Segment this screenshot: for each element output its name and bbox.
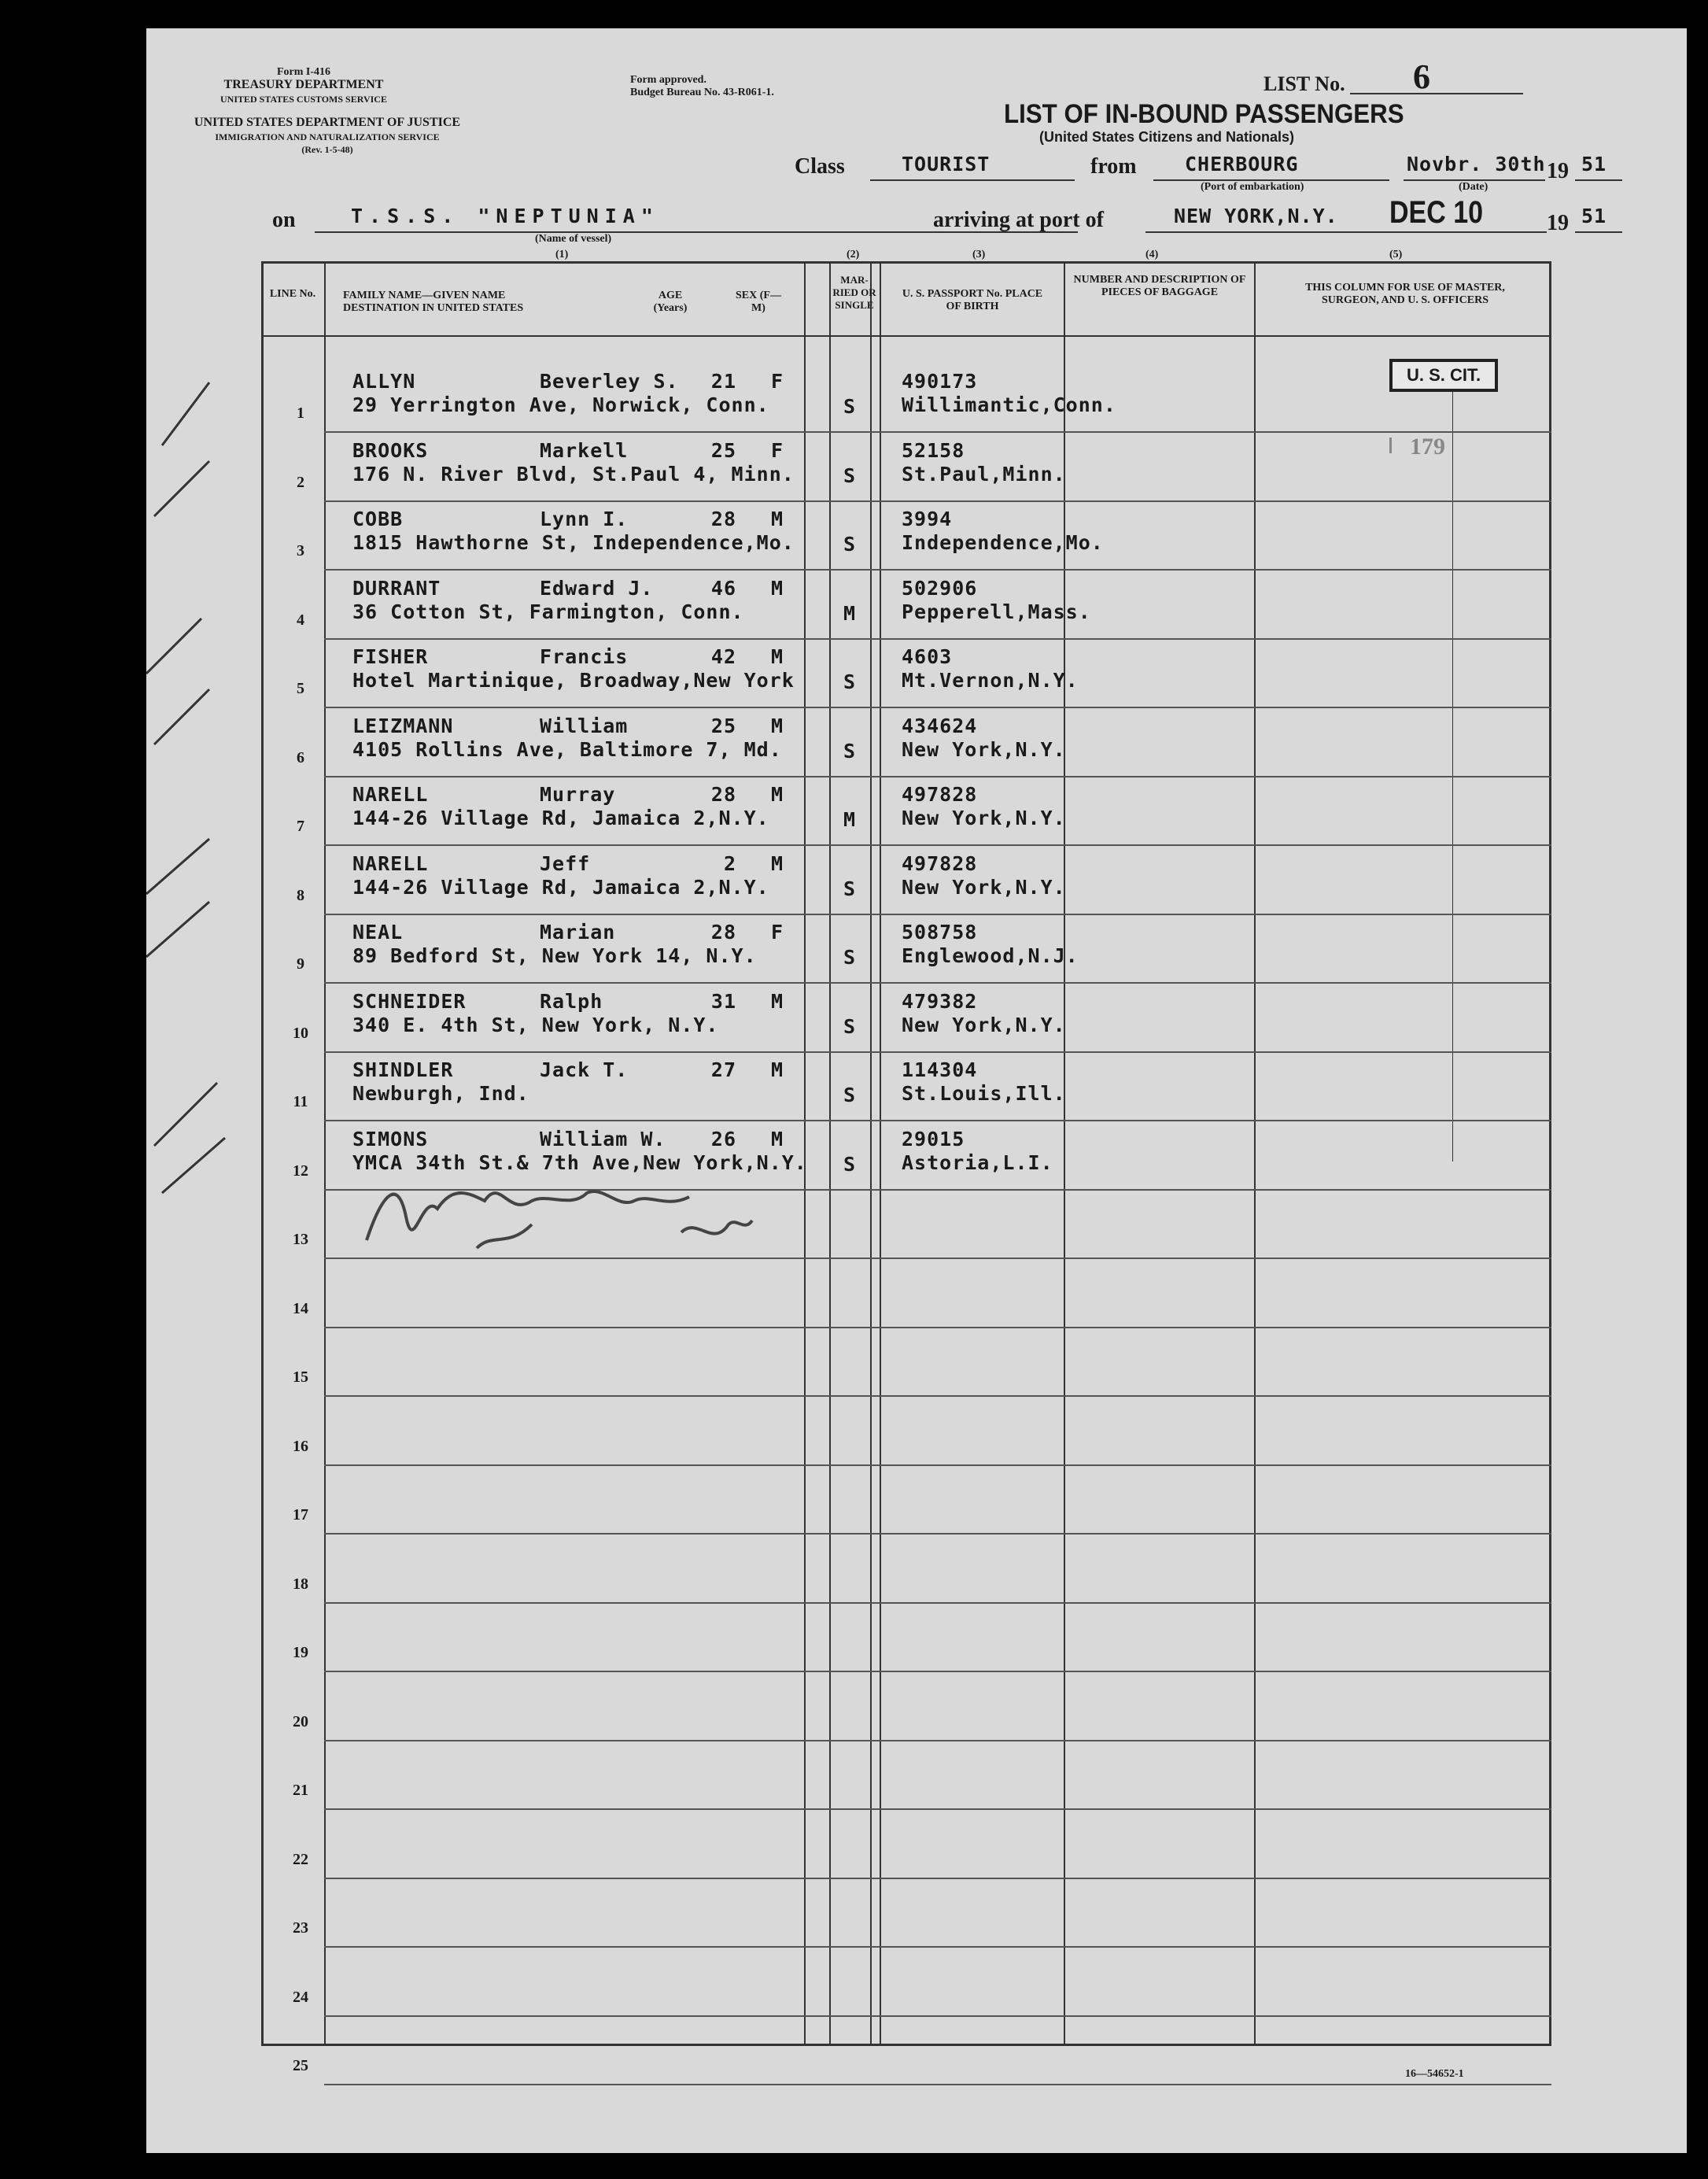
line-number: 20 — [293, 1712, 308, 1730]
place-of-birth: Independence,Mo. — [902, 531, 1104, 554]
row-rule — [324, 1878, 1551, 1879]
footer-code: 16—54652-1 — [1405, 2068, 1464, 2080]
destination: Hotel Martinique, Broadway,New York — [352, 669, 795, 692]
given-name: William — [540, 714, 629, 737]
destination: 89 Bedford St, New York 14, N.Y. — [352, 944, 757, 967]
header-destination: DESTINATION IN UNITED STATES — [343, 302, 524, 314]
line-number: 1 — [297, 404, 304, 422]
col-number-4: (4) — [1145, 249, 1159, 260]
destination: Newburgh, Ind. — [352, 1082, 529, 1105]
list-number: 6 — [1413, 57, 1430, 96]
sex: M — [771, 714, 784, 737]
passport-number: 4603 — [902, 645, 953, 668]
arrival-year-field — [1575, 205, 1622, 233]
sex: M — [771, 1058, 784, 1081]
given-name: Beverley S. — [540, 370, 679, 393]
marital-status: S — [843, 1152, 857, 1176]
from-label: from — [1090, 154, 1137, 179]
col-number-3: (3) — [972, 249, 986, 260]
place-of-birth: Astoria,L.I. — [902, 1150, 1053, 1174]
line-number: 19 — [293, 1644, 308, 1661]
age: 31 — [710, 989, 736, 1013]
header-name: FAMILY NAME—GIVEN NAME — [343, 290, 506, 301]
marital-status: S — [843, 877, 857, 900]
col-divider — [880, 261, 881, 2046]
line-number: 12 — [293, 1162, 308, 1180]
col-number-5: (5) — [1389, 249, 1403, 260]
form-number: Form I-416 — [276, 66, 331, 78]
port-embark-caption: (Port of embarkation) — [1201, 181, 1304, 193]
destination: 1815 Hawthorne St, Independence,Mo. — [352, 531, 795, 554]
family-name: NEAL — [352, 921, 404, 944]
line-number: 15 — [293, 1368, 308, 1386]
row-rule — [324, 500, 1551, 502]
row-rule — [324, 1602, 1551, 1604]
family-name: COBB — [352, 508, 404, 530]
line-number: 13 — [293, 1231, 308, 1248]
line-number: 14 — [293, 1299, 308, 1317]
passport-number: 497828 — [902, 783, 978, 806]
age: 28 — [710, 783, 736, 806]
line-number: 25 — [293, 2057, 308, 2074]
family-name: DURRANT — [352, 576, 441, 600]
destination: 144-26 Village Rd, Jamaica 2,N.Y. — [352, 807, 769, 829]
marital-status: S — [843, 395, 857, 418]
given-name: William W. — [540, 1127, 666, 1150]
given-name: Marian — [540, 921, 616, 944]
arrival-year-value: 51 — [1581, 205, 1607, 227]
vessel-caption: (Name of vessel) — [535, 233, 612, 245]
customs-service: UNITED STATES CUSTOMS SERVICE — [220, 94, 387, 105]
line-number: 8 — [297, 886, 304, 904]
age: 46 — [710, 576, 736, 600]
given-name: Francis — [540, 645, 629, 668]
marital-status: S — [843, 739, 857, 763]
vessel-value: T.S.S. "NEPTUNIA" — [351, 205, 659, 227]
passport-number: 3994 — [902, 508, 953, 530]
line-number: 22 — [293, 1850, 308, 1868]
on-label: on — [272, 208, 296, 232]
age: 26 — [710, 1127, 736, 1150]
passport-number: 508758 — [902, 921, 978, 944]
row-rule — [324, 914, 1551, 915]
header-age: AGE (Years) — [653, 290, 688, 314]
page-subtitle: (United States Citizens and Nationals) — [1039, 129, 1295, 145]
given-name: Lynn I. — [540, 508, 629, 530]
passport-number: 29015 — [902, 1127, 965, 1150]
line-number: 7 — [297, 818, 304, 835]
marital-status: S — [843, 1084, 857, 1106]
sex: F — [771, 438, 784, 462]
row-rule — [324, 569, 1551, 571]
place-of-birth: New York,N.Y. — [902, 807, 1066, 829]
row-rule — [324, 2084, 1551, 2085]
row-rule — [324, 1671, 1551, 1672]
given-name: Jack T. — [540, 1058, 629, 1081]
row-rule — [324, 1395, 1551, 1397]
line-number: 21 — [293, 1782, 308, 1799]
given-name: Edward J. — [540, 576, 654, 600]
sex: M — [771, 989, 784, 1013]
marital-status: M — [843, 601, 857, 625]
date-field — [1404, 153, 1545, 181]
family-name: NARELL — [352, 851, 429, 875]
row-rule — [324, 1120, 1551, 1121]
ins-service: IMMIGRATION AND NATURALIZATION SERVICE — [215, 131, 440, 142]
sex: F — [771, 370, 784, 393]
line-number: 9 — [297, 955, 304, 973]
place-of-birth: Englewood,N.J. — [902, 944, 1079, 967]
age: 42 — [710, 645, 736, 668]
passport-number: 434624 — [902, 714, 978, 737]
destination: 36 Cotton St, Farmington, Conn. — [352, 600, 744, 623]
class-field — [870, 153, 1075, 181]
marital-status: S — [843, 1014, 857, 1038]
col-divider — [1254, 261, 1256, 2046]
destination: YMCA 34th St.& 7th Ave,New York,N.Y. — [352, 1150, 807, 1174]
family-name: LEIZMANN — [352, 714, 454, 737]
port-embark-value: CHERBOURG — [1185, 153, 1299, 175]
sex: M — [771, 576, 784, 600]
row-rule — [324, 638, 1551, 640]
line-number: 3 — [297, 542, 304, 560]
header-married: MAR-RIED OR SINGLE — [832, 274, 876, 311]
list-label: LIST No. — [1263, 72, 1345, 95]
passport-number: 497828 — [902, 851, 978, 875]
line-number: 17 — [293, 1506, 308, 1523]
col-divider — [870, 261, 872, 2046]
line-number: 2 — [297, 473, 304, 491]
line-number: 18 — [293, 1575, 308, 1593]
place-of-birth: Mt.Vernon,N.Y. — [902, 669, 1079, 692]
place-of-birth: St.Louis,Ill. — [902, 1082, 1066, 1105]
age: 21 — [710, 370, 736, 393]
family-name: ALLYN — [352, 370, 416, 393]
row-rule — [324, 776, 1551, 777]
row-rule — [324, 982, 1551, 984]
header-officers: THIS COLUMN FOR USE OF MASTER, SURGEON, AND U. S. OFFICERS — [1305, 282, 1505, 306]
age: 28 — [710, 921, 736, 944]
pencil-mark — [1389, 438, 1392, 453]
line-number: 4 — [297, 611, 304, 629]
family-name: FISHER — [352, 645, 429, 668]
col-number-2: (2) — [847, 249, 860, 260]
family-name: BROOKS — [352, 438, 429, 462]
marital-status: S — [843, 946, 857, 969]
col-divider — [829, 261, 831, 2046]
destination: 4105 Rollins Ave, Baltimore 7, Md. — [352, 737, 782, 761]
place-of-birth: New York,N.Y. — [902, 737, 1066, 761]
age: 25 — [710, 714, 736, 737]
tally-marks — [146, 359, 256, 1224]
place-of-birth: Willimantic,Conn. — [902, 393, 1116, 416]
place-of-birth: Pepperell,Mass. — [902, 600, 1091, 623]
marital-status: S — [843, 463, 857, 487]
age: 2 — [723, 851, 736, 875]
row-rule — [324, 1464, 1551, 1466]
number-179: 179 — [1410, 434, 1445, 460]
form-approved: Form approved. — [630, 74, 706, 86]
row-rule — [324, 707, 1551, 708]
row-rule — [324, 1740, 1551, 1741]
passport-number: 114304 — [902, 1058, 978, 1081]
marital-status: S — [843, 670, 857, 693]
given-name: Ralph — [540, 989, 603, 1013]
header-line-no: LINE No. — [269, 288, 316, 300]
officer-rule — [1452, 375, 1453, 1162]
line-number: 6 — [297, 748, 304, 766]
destination: 29 Yerrington Ave, Norwick, Conn. — [352, 393, 769, 416]
marital-status: S — [843, 533, 857, 556]
treasury-dept: TREASURY DEPARTMENT — [223, 78, 384, 91]
family-name: SHINDLER — [352, 1058, 454, 1081]
sex: M — [771, 645, 784, 668]
age: 27 — [710, 1058, 736, 1081]
year-prefix: 19 — [1547, 159, 1569, 183]
given-name: Murray — [540, 783, 616, 806]
arriving-label: arriving at port of — [933, 208, 1104, 232]
destination: 340 E. 4th St, New York, N.Y. — [352, 1013, 719, 1036]
year-prefix-2: 19 — [1547, 211, 1569, 235]
row-rule — [324, 1808, 1551, 1810]
line-number: 24 — [293, 1988, 308, 2006]
line-number: 23 — [293, 1919, 308, 1937]
header-divider — [261, 335, 1551, 337]
passport-number: 52158 — [902, 438, 965, 462]
row-rule — [324, 1533, 1551, 1535]
sex: M — [771, 1127, 784, 1150]
place-of-birth: New York,N.Y. — [902, 1013, 1066, 1036]
passport-number: 490173 — [902, 370, 978, 393]
port-embark-field — [1153, 153, 1389, 181]
page-title: LIST OF IN-BOUND PASSENGERS — [1004, 99, 1404, 129]
passport-number: 502906 — [902, 576, 978, 600]
budget-bureau: Budget Bureau No. 43-R061-1. — [630, 87, 774, 98]
sex: M — [771, 508, 784, 530]
manifest-sheet — [146, 28, 1687, 2153]
col-divider — [1064, 261, 1065, 2046]
sex: M — [771, 783, 784, 806]
col-number-1: (1) — [555, 249, 569, 260]
family-name: NARELL — [352, 783, 429, 806]
justice-dept: UNITED STATES DEPARTMENT OF JUSTICE — [194, 116, 461, 129]
arrival-port-field — [1145, 195, 1547, 233]
family-name: SCHNEIDER — [352, 989, 467, 1013]
sex: M — [771, 851, 784, 875]
age: 25 — [710, 438, 736, 462]
arrival-port-value: NEW YORK,N.Y. — [1174, 205, 1338, 227]
row-rule — [324, 2015, 1551, 2017]
place-of-birth: New York,N.Y. — [902, 875, 1066, 899]
date-value: Novbr. 30th — [1407, 153, 1546, 175]
arrival-date-stamp: DEC 10 — [1389, 195, 1484, 230]
handwritten-signature — [351, 1146, 760, 1272]
date-caption: (Date) — [1459, 181, 1489, 193]
class-label: Class — [795, 154, 845, 179]
row-rule — [324, 1051, 1551, 1053]
line-number: 10 — [293, 1024, 308, 1042]
line-number: 5 — [297, 680, 304, 697]
col-divider — [324, 261, 326, 2046]
row-rule — [324, 1946, 1551, 1948]
passport-number: 479382 — [902, 989, 978, 1013]
list-number-line — [1350, 57, 1523, 96]
row-rule — [324, 1327, 1551, 1328]
line-number: 11 — [293, 1093, 308, 1110]
header-passport: U. S. PASSPORT No. PLACE OF BIRTH — [902, 288, 1043, 312]
header-sex: SEX (F—M) — [736, 290, 781, 314]
row-rule — [324, 431, 1551, 433]
destination: 176 N. River Blvd, St.Paul 4, Minn. — [352, 462, 795, 486]
line-number: 16 — [293, 1437, 308, 1455]
revision: (Rev. 1-5-48) — [301, 144, 353, 155]
us-citizen-stamp: U. S. CIT. — [1389, 359, 1498, 392]
row-rule — [324, 844, 1551, 846]
header-baggage: NUMBER AND DESCRIPTION OF PIECES OF BAGGAGE — [1073, 274, 1246, 298]
family-name: SIMONS — [352, 1127, 429, 1150]
given-name: Markell — [540, 438, 629, 462]
marital-status: M — [843, 808, 857, 831]
sex: F — [771, 921, 784, 944]
class-value: TOURIST — [902, 153, 990, 175]
place-of-birth: St.Paul,Minn. — [902, 462, 1066, 486]
age: 28 — [710, 508, 736, 530]
year-value: 51 — [1581, 153, 1607, 175]
destination: 144-26 Village Rd, Jamaica 2,N.Y. — [352, 875, 769, 899]
given-name: Jeff — [540, 851, 591, 875]
year-field — [1575, 153, 1622, 181]
